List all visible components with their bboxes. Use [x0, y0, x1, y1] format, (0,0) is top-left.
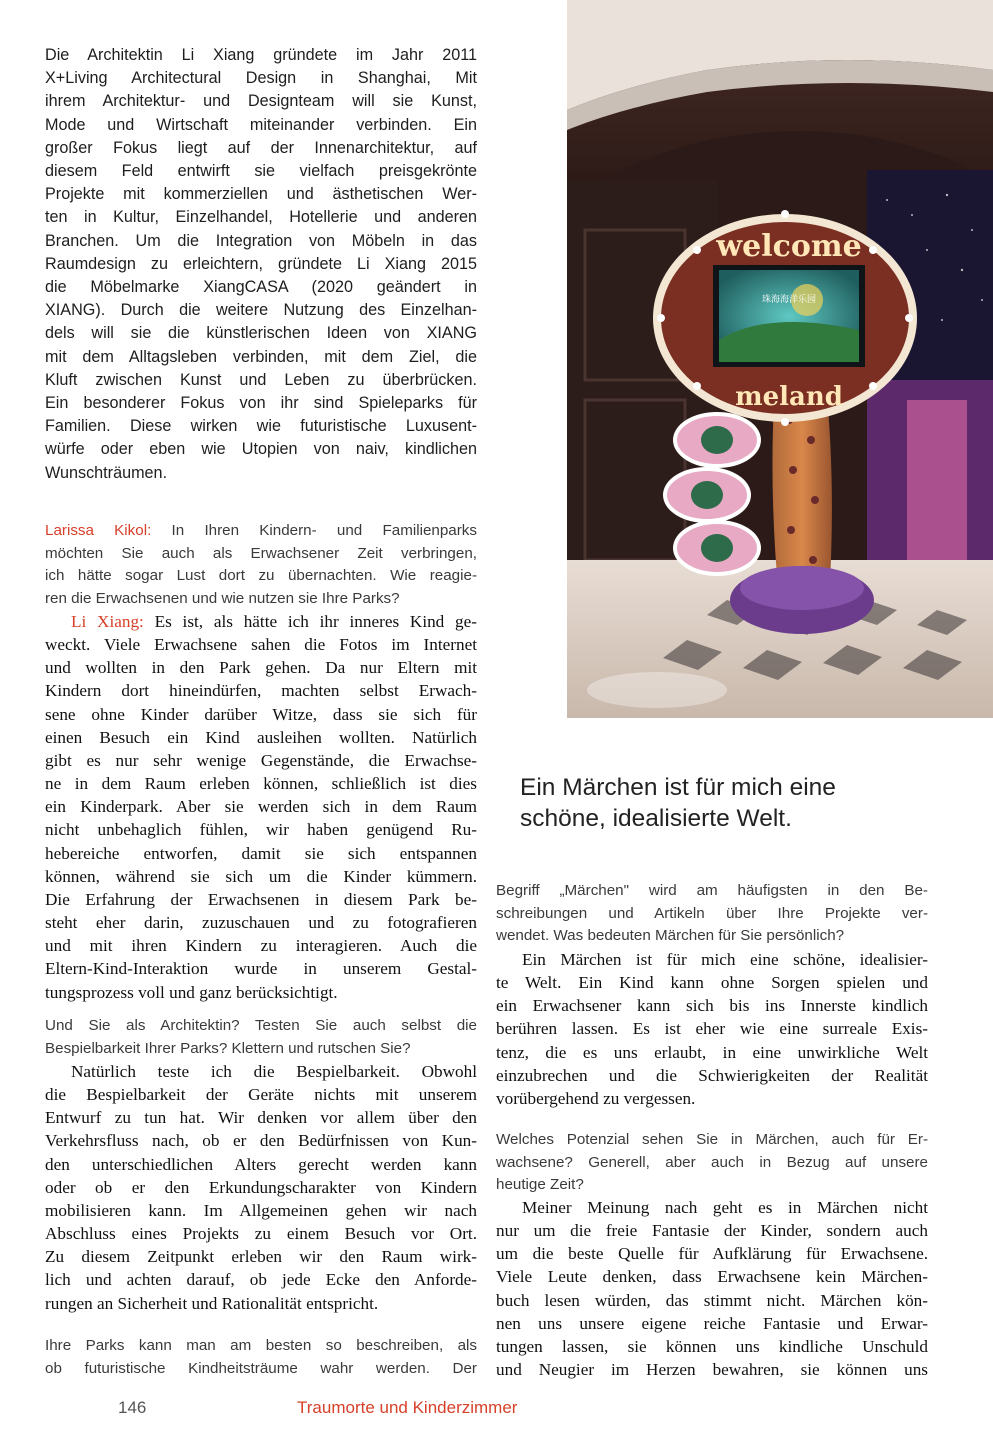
text-line: Und Sie als Architektin? Testen Sie auch selbst die	[45, 1017, 477, 1034]
text-line: Begriff „Märchen" wird am häufigsten in den Be-	[496, 882, 928, 899]
page-number: 146	[118, 1398, 147, 1417]
screen-text: 珠海海洋乐园	[761, 295, 817, 305]
text-line: vorübergehend zu vergessen.	[496, 1088, 696, 1108]
text-line: nen uns unsere eigene reiche Fantasie und Erwar-	[496, 1313, 928, 1333]
text-line: Ein Märchen ist für mich eine schöne, idealisier-	[522, 950, 928, 969]
text-line: Meiner Meinung nach geht es in Märchen nicht	[522, 1198, 928, 1217]
park-photo	[567, 0, 993, 718]
text-line: Bespielbarkeit Ihrer Parks? Klettern und rutschen Sie?	[45, 1039, 411, 1057]
text-line: Kindern dort hineindürfen, machten selbst Erwach-	[45, 681, 477, 701]
text-line: Die Architektin Li Xiang gründete im Jahr 2011	[45, 46, 477, 64]
text-line: Projekte mit kommerziellen und ästhetischen Wer-	[45, 185, 477, 204]
text-line: wachsene? Generell, aber auch in Bezug auf unsere	[496, 1153, 928, 1171]
text-line: wendet. Was bedeuten Märchen für Sie persönlich?	[496, 927, 845, 945]
text-line: ihrem Architektur- und Designteam will sie Kunst,	[45, 92, 477, 111]
text-line: Eltern-Kind-Interaktion wurde in unserem Gestal-	[45, 959, 477, 979]
text-line: ich hätte sogar Lust dort zu übernachten. Wie reagie-	[45, 567, 477, 585]
text-line: ten in Kultur, Einzelhandel, Hotellerie und anderen	[45, 208, 477, 227]
text-line: Branchen. Um die Integration von Möbeln in das	[45, 231, 477, 250]
text-line: Ein besonderer Fokus von ihr sind Spieleparks für	[45, 394, 477, 413]
text-line: die Bespielbarkeit der Geräte nichts mit unserem	[45, 1085, 477, 1105]
answer-5	[496, 1196, 928, 1381]
text-line: dels will sie die künstlerischen Ideen von XIANG	[45, 324, 477, 343]
text-line: möchten Sie auch als Erwachsener Zeit verbringen,	[45, 544, 477, 562]
text-line: tenz, die es uns erlaubt, in eine unwirkliche Welt	[496, 1042, 928, 1062]
text-line: ein Kinderpark. Aber sie werden sich in dem Raum	[45, 797, 477, 817]
text-line: rungen an Sicherheit und Rationalität entspricht.	[45, 1293, 379, 1313]
text-line: gibt es nur sehr wenige Gegenstände, die Erwachse-	[45, 750, 477, 770]
text-line: Familien. Diese wirken wie futuristische Luxusent-	[45, 417, 477, 436]
text-line: buch lesen würden, das stimmt nicht. Märchen kön-	[496, 1290, 928, 1310]
question-4	[496, 880, 928, 948]
text-line: den unterschiedlichen Alters gerecht werden kann	[45, 1154, 477, 1174]
text-line: diesem Feld entwirft sie vielfach preisgekrönte	[45, 162, 477, 181]
text-line: Zu diesem Zeitpunkt erleben wir den Raum wirk-	[45, 1247, 477, 1267]
question-1-first-line: In Ihren Kindern- und Familienparks	[151, 522, 477, 539]
text-line: Entwurf zu tun hat. Wir denken vor allem über den	[45, 1108, 477, 1128]
question-5	[496, 1129, 928, 1197]
text-line: und mit ihren Kindern zu interagieren. Auch die	[45, 936, 477, 956]
sign-bottom-text: meland	[735, 382, 843, 412]
text-line: schreibungen und Artikeln über Ihre Projekte ver-	[496, 904, 928, 922]
text-line: Mode und Wirtschaft miteinander verbinden. Ein	[45, 115, 477, 134]
answer-2	[45, 1060, 477, 1315]
answer-1-first-line: Es ist, als hätte ich ihr inneres Kind ge-	[143, 612, 477, 631]
text-line: nicht unbehaglich fühlen, wir haben genügend Ru-	[45, 820, 477, 840]
interviewer-name: Larissa Kikol:	[45, 522, 152, 539]
text-line: tungen lassen, sie können uns kindliche Unschuld	[496, 1336, 928, 1356]
text-line: Welches Potenzial sehen Sie in Märchen, auch für Er-	[496, 1131, 928, 1148]
text-line: hebereiche entworfen, damit sie sich entspannen	[45, 843, 477, 863]
answer-1-lines	[45, 633, 477, 1004]
pull-quote	[520, 772, 940, 834]
question-1	[45, 520, 477, 610]
text-line: ob futuristische Kindheitsträume wahr werden. Der	[45, 1359, 477, 1377]
text-line: lich und achten darauf, ob jede Ecke den Anforde-	[45, 1270, 477, 1290]
text-line: mobilisieren kann. Im Allgemeinen gehen wir nach	[45, 1200, 477, 1220]
interviewee-name: Li Xiang:	[71, 612, 144, 631]
text-line: sene ohne Kinder darüber Witze, dass sie sich für	[45, 704, 477, 724]
text-line: berühren lassen. Es ist eher wie eine surreale Exis-	[496, 1019, 928, 1039]
text-line: Natürlich teste ich die Bespielbarkeit. Obwohl	[71, 1062, 477, 1081]
text-line: würfe oder eben wie Utopien von naiv, kindlichen	[45, 440, 477, 459]
text-line: Raumdesign zu erleichtern, gründete Li Xiang 2015	[45, 254, 477, 273]
question-1-lines	[45, 543, 477, 611]
intro-paragraph	[45, 44, 477, 485]
text-line: Abschluss eines Projekts zu einem Besuch vor Ort.	[45, 1224, 477, 1244]
text-line: einen Besuch ein Kind ausleihen wollten. Natürlich	[45, 727, 477, 747]
text-line: und Neugier im Herzen bewahren, sie können uns	[496, 1360, 928, 1380]
text-line: die Möbelmarke XiangCASA (2020 geändert in	[45, 278, 477, 297]
text-line: steht eher darin, zuzuschauen und zu fotografieren	[45, 913, 477, 933]
text-line: Verkehrsfluss nach, ob er den Bedürfnissen von Kun-	[45, 1131, 477, 1151]
question-3	[45, 1335, 477, 1380]
answer-1	[45, 610, 477, 1004]
text-line: Wunschträumen.	[45, 463, 168, 482]
text-line: ren die Erwachsenen und wie nutzen sie Ihre Parks?	[45, 589, 400, 607]
text-line: großer Fokus liegt auf der Innenarchitektur, auf	[45, 138, 477, 157]
text-line: XIANG). Durch die weitere Nutzung des Einzelhan-	[45, 301, 477, 320]
text-line: X+Living Architectural Design in Shanghai, Mit	[45, 69, 477, 88]
text-line: Ein Märchen ist für mich eine	[520, 774, 836, 801]
text-line: nur um die freie Fantasie der Kinder, sondern auch	[496, 1221, 928, 1241]
text-line: mit dem Alltagsleben verbinden, mit dem Ziel, die	[45, 347, 477, 366]
text-line: oder ob er den Erkundungscharakter von Kindern	[45, 1177, 477, 1197]
text-line: te Welt. Ein Kind kann ohne Sorgen spielen und	[496, 973, 928, 993]
sign-top-text: welcome	[716, 229, 862, 264]
text-line: ein Erwachsener kann sich bis ins Innerste kindlich	[496, 996, 928, 1016]
text-line: Kluft zwischen Kunst und Leben zu überbrücken.	[45, 370, 477, 389]
text-line: können, während sie sich um die Kinder kümmern.	[45, 866, 477, 886]
text-line: heutige Zeit?	[496, 1176, 584, 1194]
text-line: weckt. Viele Erwachsene sahen die Fotos im Internet	[45, 635, 477, 655]
answer-4	[496, 948, 928, 1110]
text-line: einzubrechen und die Schwierigkeiten der Realität	[496, 1065, 928, 1085]
running-title: Traumorte und Kinderzimmer	[297, 1398, 518, 1417]
text-line: Die Erfahrung der Erwachsenen in diesem Park be-	[45, 889, 477, 909]
text-line: um die beste Quelle für Aufklärung für Erwachsene.	[496, 1244, 928, 1264]
text-line: ne in dem Raum erleben können, schließlich ist dies	[45, 774, 477, 794]
text-line: Viele Leute denken, dass Erwachsene kein Märchen-	[496, 1267, 928, 1287]
text-line: tungsprozess voll und ganz berücksichtigt.	[45, 982, 338, 1002]
question-2	[45, 1015, 477, 1060]
text-line: schöne, idealisierte Welt.	[520, 805, 792, 832]
text-line: und wollten in den Park gehen. Da nur Eltern mit	[45, 658, 477, 678]
text-line: Ihre Parks kann man am besten so beschreiben, als	[45, 1337, 477, 1354]
